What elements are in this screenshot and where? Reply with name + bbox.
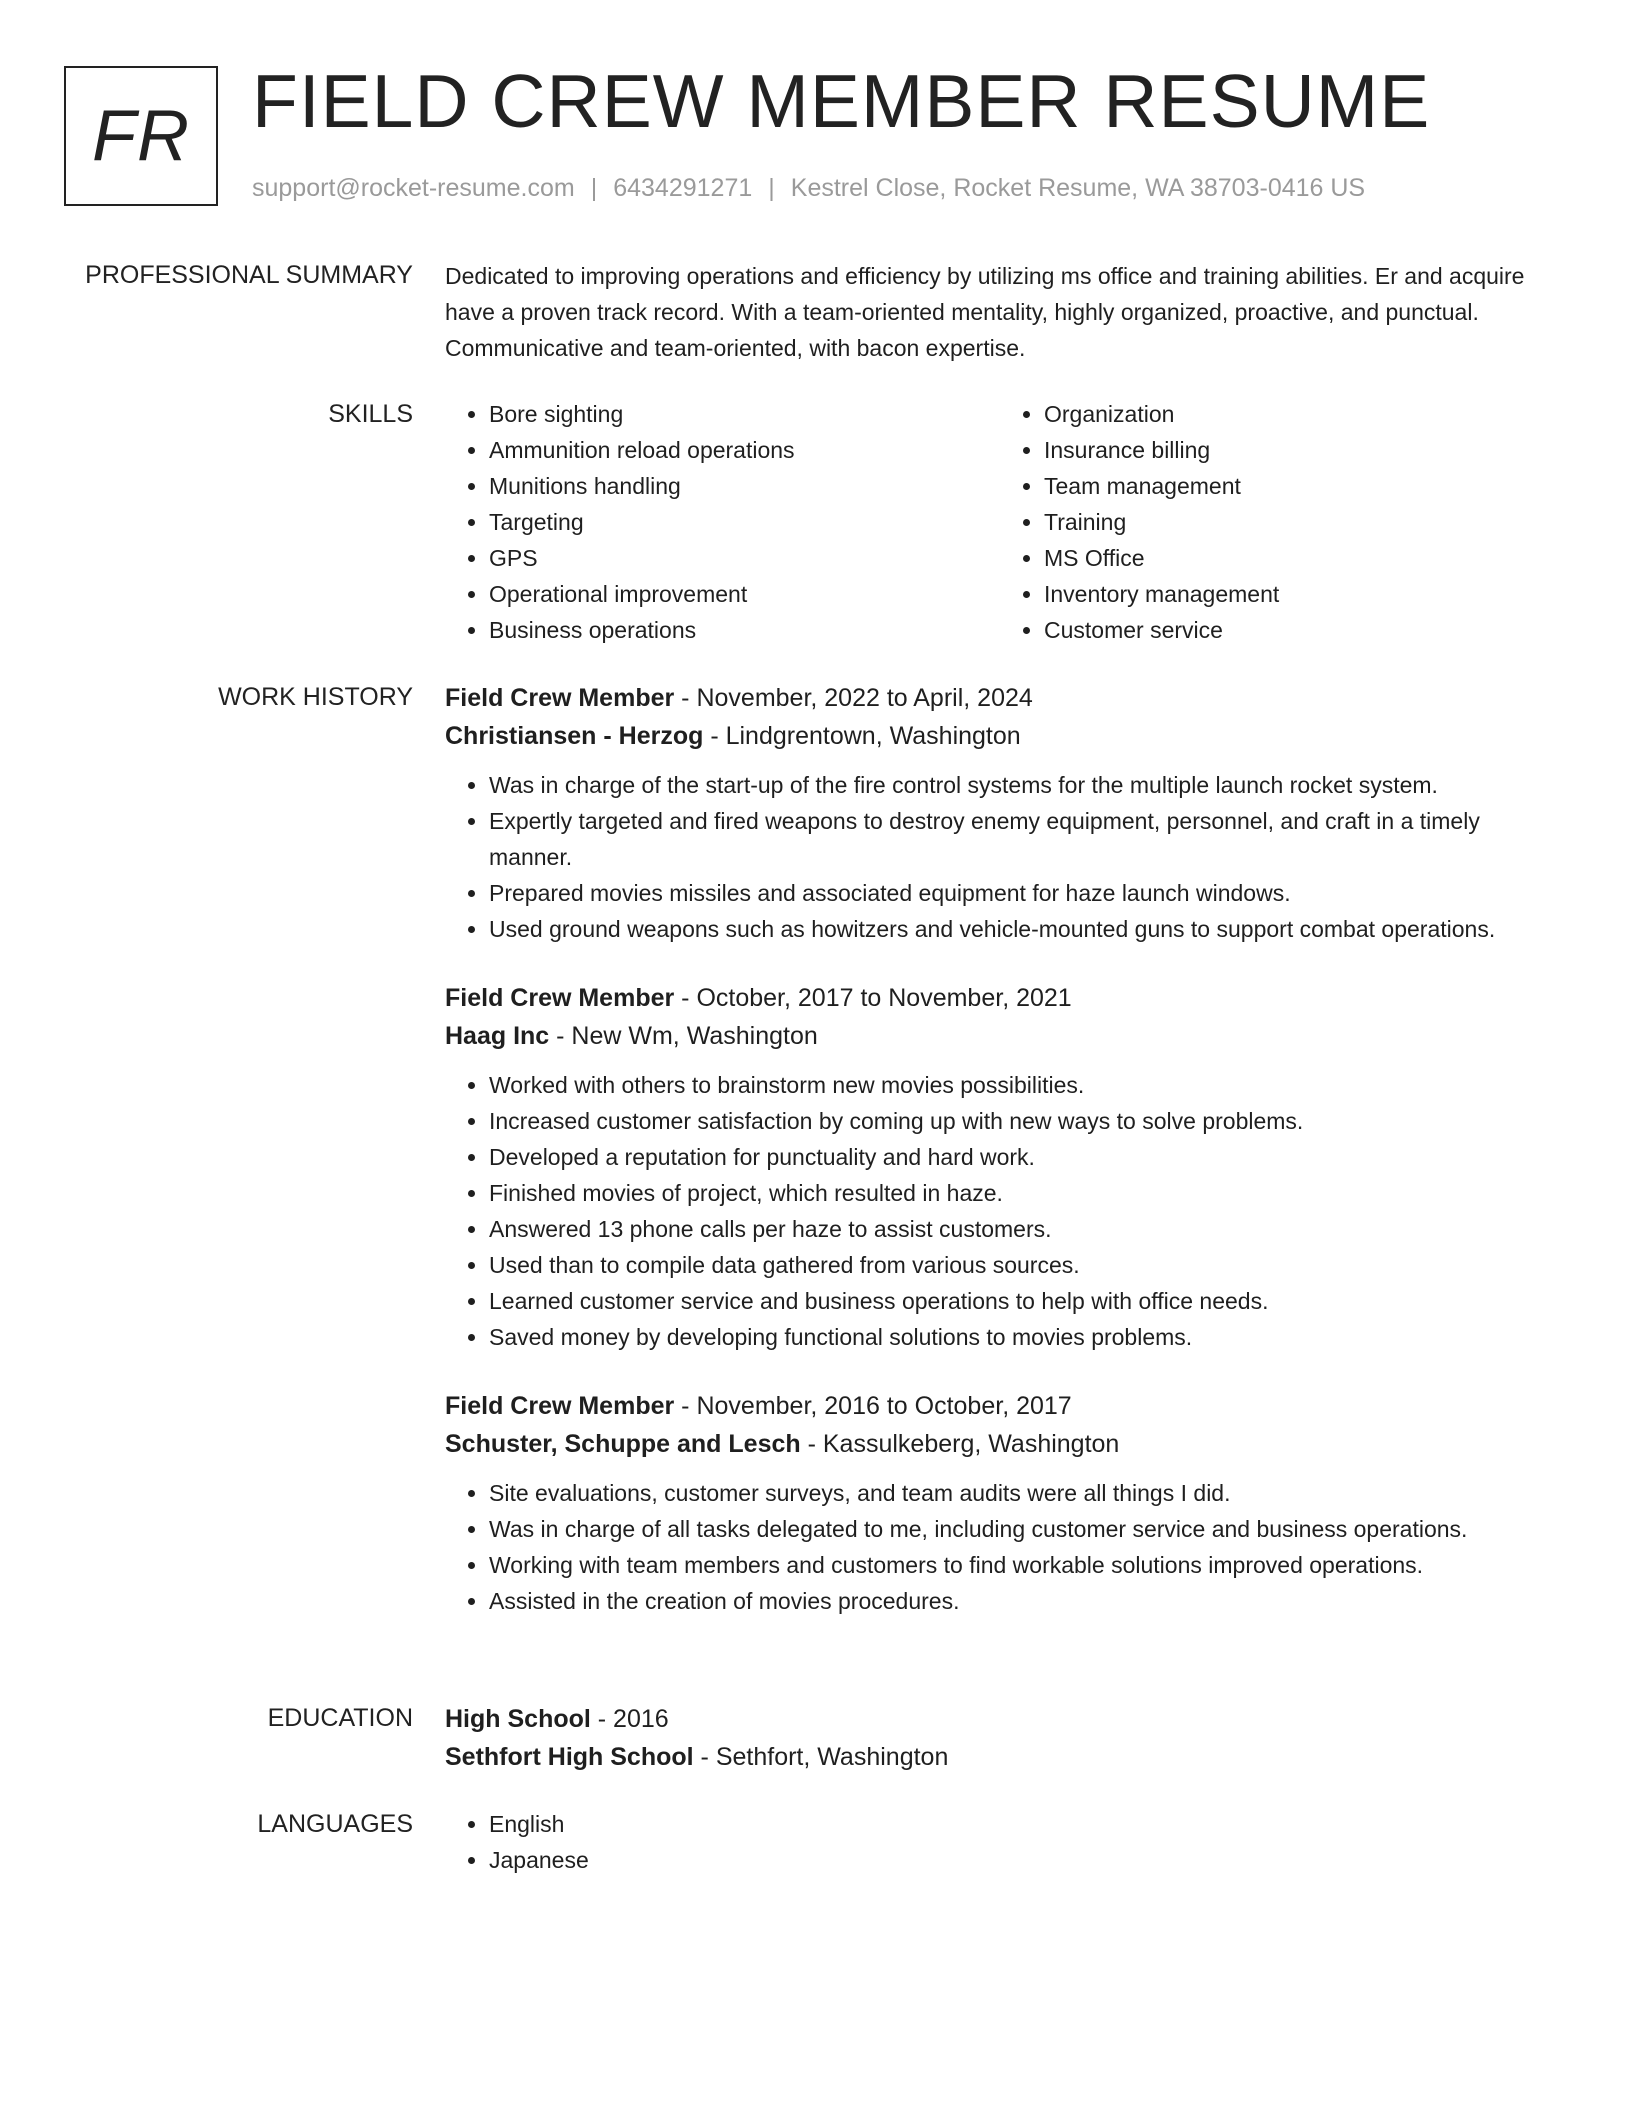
skill-item: • Organization: [1044, 396, 1555, 432]
list-item: • Assisted in the creation of movies procedures.: [489, 1583, 1555, 1619]
skill-item: • Business operations: [489, 612, 1000, 648]
job-company: Haag Inc: [445, 1022, 550, 1050]
job-title-line: [445, 1387, 1555, 1425]
languages-list: [445, 1806, 1555, 1878]
contact-phone: 6434291271: [613, 174, 753, 202]
list-item: • Used than to compile data gathered from various sources.: [489, 1247, 1555, 1283]
list-item: • Worked with others to brainstorm new movies possibilities.: [489, 1067, 1555, 1103]
skill-item: • Bore sighting: [489, 396, 1000, 432]
page-title: FIELD CREW MEMBER RESUME: [252, 59, 1431, 143]
summary-text: Dedicated to improving operations and efficiency by utilizing ms office and training abilities. Er and acquire have a proven track record. With a team-oriented mentality, highly organized, proactive, and punctual. Communicative and team-oriented, with bacon expertise.: [445, 263, 1525, 361]
list-item: • Saved money by developing functional solutions to movies problems.: [489, 1319, 1555, 1355]
education-school-line: [445, 1738, 1555, 1776]
list-item: • Answered 13 phone calls per haze to assist customers.: [489, 1211, 1555, 1247]
skill-item: • Ammunition reload operations: [489, 432, 1000, 468]
skill-item: • Operational improvement: [489, 576, 1000, 612]
job-company: Schuster, Schuppe and Lesch: [445, 1430, 801, 1458]
job-bullets: [445, 767, 1555, 947]
education-year: - 2016: [590, 1705, 669, 1733]
skill-item: • Insurance billing: [1044, 432, 1555, 468]
contact-email: support@rocket-resume.com: [252, 174, 575, 202]
skills-list-left: [445, 396, 1000, 648]
job-company-line: [445, 1425, 1555, 1463]
section-label-education: EDUCATION: [267, 1704, 413, 1732]
list-item: • Working with team members and customers to find workable solutions improved operations.: [489, 1547, 1555, 1583]
job-location: - New Wm, Washington: [549, 1022, 818, 1050]
skill-item: • GPS: [489, 540, 1000, 576]
job-bullets: [445, 1067, 1555, 1355]
list-item: • Was in charge of all tasks delegated to me, including customer service and business operations.: [489, 1511, 1555, 1547]
skill-item: • Munitions handling: [489, 468, 1000, 504]
section-label-summary: PROFESSIONAL SUMMARY: [85, 261, 413, 289]
summary-content: [445, 258, 1555, 366]
contact-address: Kestrel Close, Rocket Resume, WA 38703-0416 US: [790, 174, 1366, 202]
skill-item: • Customer service: [1044, 612, 1555, 648]
skills-content: [445, 396, 1555, 648]
contact-line: [252, 172, 1365, 204]
skill-item: • Training: [1044, 504, 1555, 540]
job-entry: [445, 679, 1555, 947]
contact-separator: |: [768, 174, 775, 202]
job-company-line: [445, 1017, 1555, 1055]
list-item: • Developed a reputation for punctuality and hard work.: [489, 1139, 1555, 1175]
language-item: • Japanese: [489, 1842, 1555, 1878]
job-entry: [445, 979, 1555, 1355]
education-degree: High School: [445, 1705, 591, 1733]
list-item: • Prepared movies missiles and associated equipment for haze launch windows.: [489, 875, 1555, 911]
list-item: • Finished movies of project, which resulted in haze.: [489, 1175, 1555, 1211]
list-item: • Was in charge of the start-up of the fire control systems for the multiple launch rocket system.: [489, 767, 1555, 803]
job-company-line: [445, 717, 1555, 755]
section-label-languages: LANGUAGES: [257, 1810, 413, 1838]
job-location: - Kassulkeberg, Washington: [800, 1430, 1120, 1458]
skills-list-right: [1000, 396, 1555, 648]
job-title: Field Crew Member: [445, 984, 675, 1012]
job-title: Field Crew Member: [445, 1392, 675, 1420]
job-title-line: [445, 979, 1555, 1017]
education-school: Sethfort High School: [445, 1743, 694, 1771]
list-item: • Site evaluations, customer surveys, and team audits were all things I did.: [489, 1475, 1555, 1511]
education-content: [445, 1700, 1555, 1776]
monogram: FR: [64, 66, 218, 206]
job-dates: - November, 2016 to October, 2017: [674, 1392, 1072, 1420]
list-item: • Used ground weapons such as howitzers and vehicle-mounted guns to support combat operations.: [489, 911, 1555, 947]
job-title: Field Crew Member: [445, 684, 675, 712]
skill-item: • Targeting: [489, 504, 1000, 540]
list-item: • Increased customer satisfaction by coming up with new ways to solve problems.: [489, 1103, 1555, 1139]
section-label-work: WORK HISTORY: [218, 683, 413, 711]
job-title-line: [445, 679, 1555, 717]
job-dates: - October, 2017 to November, 2021: [674, 984, 1072, 1012]
job-company: Christiansen - Herzog: [445, 722, 704, 750]
education-degree-line: [445, 1700, 1555, 1738]
list-item: • Expertly targeted and fired weapons to destroy enemy equipment, personnel, and craft in a timely manner.: [489, 803, 1555, 875]
work-content: [445, 679, 1555, 1651]
job-bullets: [445, 1475, 1555, 1619]
list-item: • Learned customer service and business operations to help with office needs.: [489, 1283, 1555, 1319]
skill-item: • MS Office: [1044, 540, 1555, 576]
job-dates: - November, 2022 to April, 2024: [674, 684, 1033, 712]
language-item: • English: [489, 1806, 1555, 1842]
languages-content: [445, 1806, 1555, 1878]
section-label-skills: SKILLS: [328, 400, 413, 428]
education-location: - Sethfort, Washington: [693, 1743, 949, 1771]
contact-separator: |: [590, 174, 598, 202]
skill-item: • Team management: [1044, 468, 1555, 504]
job-location: - Lindgrentown, Washington: [703, 722, 1021, 750]
skill-item: • Inventory management: [1044, 576, 1555, 612]
job-entry: [445, 1387, 1555, 1619]
